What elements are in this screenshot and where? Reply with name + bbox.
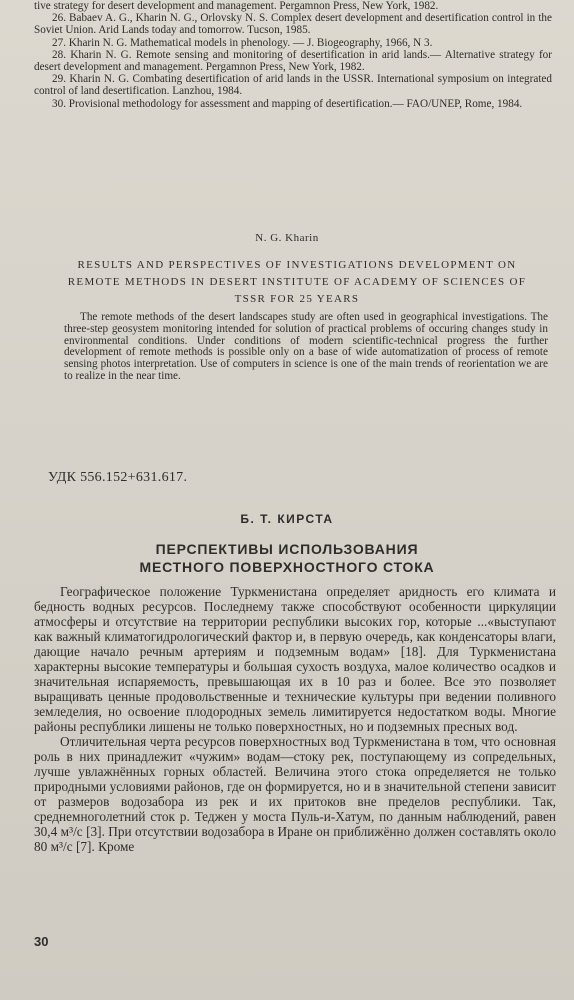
reference-item: 28. Kharin N. G. Remote sensing and monitoring of desertification in arid lands.— Alternative strategy for desert development and management. Pergamnon Press, New York, 1982.: [34, 48, 552, 74]
abstract-paragraph: The remote methods of the desert landscapes study are often used in geographical investigations. The three-step geosystem monitoring intended for solution of practical problems of occuring changes study in environmental conditions. Under conditions of modern scientific-technical progress the further development of remote methods is possible only on a base of wide automatization of process of remote sensing photos interpretation. Use of computers in science is one of the main trends of reorientation we are to realize in the near time.: [64, 311, 548, 382]
title-line: ПЕРСПЕКТИВЫ ИСПОЛЬЗОВАНИЯ: [155, 541, 419, 557]
english-article-author: N. G. Kharin: [255, 232, 319, 244]
reference-list: [34, 0, 552, 110]
body-paragraph: Географическое положение Туркменистана определяет аридность его климата и бедность водных ресурсов. Последнему также способствуют особенности циркуляции атмосферы и отсутствие на территории республики высоких гор, которые ...«выступают как важный климатогидрологический фактор и, в первую очередь, как конденсаторы влаги, дающие начало речным артериям и подземным водам» [18]. Для Туркменистана характерны высокие температуры и большая сухость воздуха, малое количество осадков и значительная испаряемость, превышающая их в 10 раз и более. Все это позволяет выращивать ценные продовольственные и технические культуры при ведении поливного земледелия, но освоение плодородных земель лимитируется недостатком воды. Многие районы республики лишены не только поверхностных, но и подземных пресных вод.: [34, 584, 556, 734]
reference-item: 27. Kharin N. G. Mathematical models in phenology. — J. Biogeography, 1966, N 3.: [52, 36, 433, 49]
reference-item: 29. Kharin N. G. Combating desertification of arid lands in the USSR. International symposium on integrated control of land desertification. Lanzhou, 1984.: [34, 73, 552, 98]
english-abstract: [64, 312, 548, 383]
body-paragraph: Отличительная черта ресурсов поверхностных вод Туркменистана в том, что основная роль в них принадлежит «чужим» водам—стоку рек, поступающему из сопредельных, лучше увлажнённых горных областей. Величина этого стока определяется не только природными условиями районов, где он формируется, но и в значительной степени зависит от размеров водозабора из рек и их притоков вне пределов республики. Так, среднемноголетний сток р. Теджен у моста Пуль-и-Хатум, по данным наблюдений, равен 30,4 м³/с [3]. При отсутствии водозабора в Иране он приближённо должен составлять около 80 м³/с [7]. Кроме: [34, 734, 556, 854]
reference-item: 30. Provisional methodology for assessment and mapping of desertification.— FAO/UNEP, Rome, 1984.: [52, 97, 523, 110]
english-article-title: RESULTS AND PERSPECTIVES OF INVESTIGATIONS DEVELOPMENT ON REMOTE METHODS IN DESERT INSTITUTE OF ACADEMY OF SCIENCES OF TSSR FOR 25 YEARS: [67, 259, 527, 305]
page-number: 30: [34, 934, 49, 949]
russian-article-body: [34, 584, 556, 854]
reference-item: tive strategy for desert development and management. Pergamnon Press, New York, 1982.: [34, 0, 439, 12]
russian-article-author: Б. Т. КИРСТА: [240, 512, 334, 526]
udk-code: УДК 556.152+631.617.: [48, 470, 188, 485]
reference-item: 26. Babaev A. G., Kharin N. G., Orlovsky N. S. Complex desert development and desertification control in the Soviet Union. Arid Lands today and tomorrow. Tucson, 1985.: [34, 12, 552, 37]
russian-article-title: [40, 540, 534, 576]
title-line: МЕСТНОГО ПОВЕРХНОСТНОГО СТОКА: [139, 559, 435, 575]
